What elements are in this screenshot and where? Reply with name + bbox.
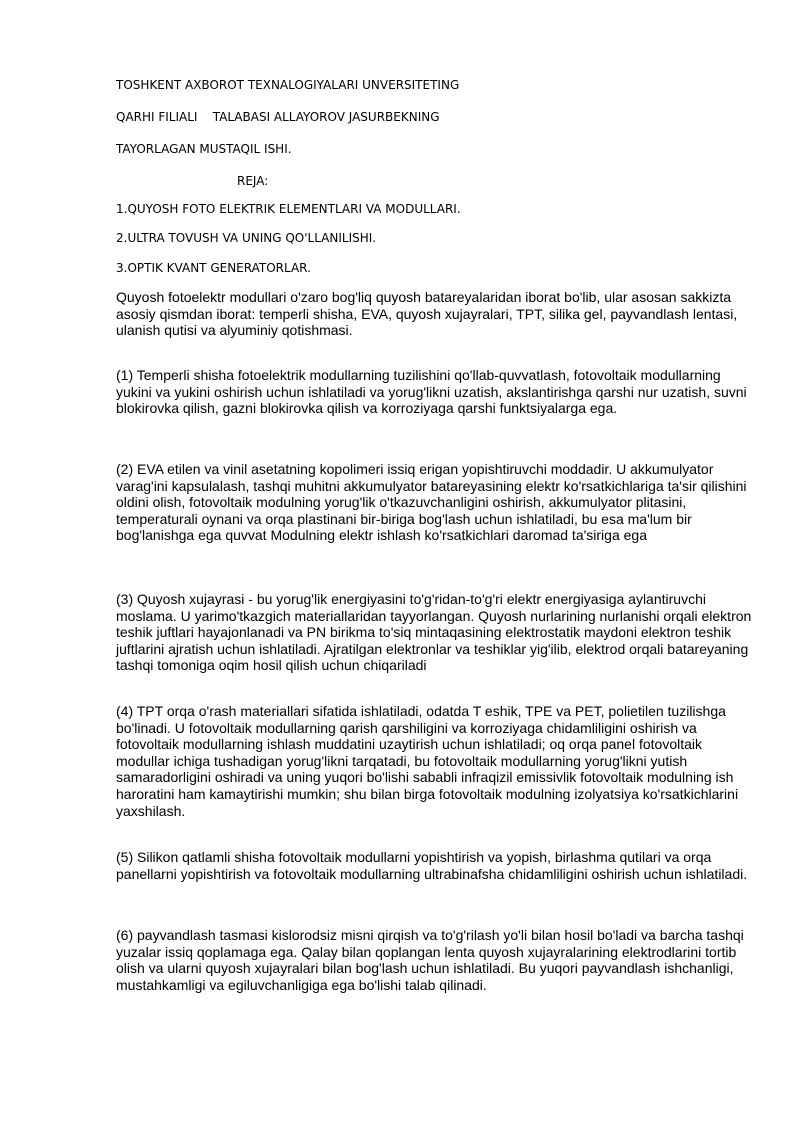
paragraph-welding-ribbon: (6) payvandlash tasmasi kislorodsiz misni qirqish va to'g'rilash yo'li bilan hosil bo'ladi va barcha tashqi yuzalar issiq qoplamaga ega. Qalay bilan qoplangan lenta quyosh xujayralarining elektrodlarini tortib olish va ularni quyosh xujayralari bilan bog'lash uchun ishlatiladi. Bu yuqori payvandlash ishchanligi, mustahkamligi va egiluvchanligiga ega bo'lishi talab qilinadi.: [116, 927, 744, 993]
plan-item-1: 1.QUYOSH FOTO ELEKTRIK ELEMENTLARI VA MODULLARI.: [116, 202, 461, 216]
paragraph-tpt: (4) TPT orqa o'rash materiallari sifatida ishlatiladi, odatda T eshik, TPE va PET, polietilen tuzilishga bo'linadi. U fotovoltaik modullarning qarish qarshiligini va korroziyaga chidamliligini oshirish va fotovoltaik modullarning ishlash muddatini uzaytirish uchun ishlatiladi; oq orqa panel fotovoltaik modullar ichiga tushadigan yorug'likni tarqatadi, bu fotovoltaik modullarning yorug'likni yutish samaradorligini oshiradi va uning yuqori bo'lishi sababli infraqizil emissivlik fotovoltaik modulning ish haroratini ham kamaytirishi mumkin; shu bilan birga fotovoltaik modulning izolyatsiya ko'rsatkichlarini yaxshilash.: [116, 703, 739, 819]
paragraph-eva: (2) EVA etilen va vinil asetatning kopolimeri issiq erigan yopishtiruvchi moddadir. U akkumulyator varag'ini kapsulalash, tashqi muhitni akkumulyator batareyasining elektr ko'rsatkichlariga ta'sir qilishini oldini olish, fotovoltaik modulning yorug'lik o'tkazuvchanligini oshirish, akkumulyator plitasini, temperaturali oynani va orqa plastinani bir-biriga bog'lash uchun ishlatiladi, bu esa ma'lum bir bog'lanishga ega quvvat Modulning elektr ishlash ko'rsatkichlari daromad ta'siriga ega: [116, 461, 747, 544]
paragraph-silicone: (5) Silikon qatlamli shisha fotovoltaik modullarni yopishtirish va yopish, birlashma qutilari va orqa panellarni yopishtirish va fotovoltaik modullarning ultrabinafsha chidamliligini oshirish uchun ishlatiladi.: [116, 849, 748, 882]
paragraph-solar-cell: (3) Quyosh xujayrasi - bu yorug'lik energiyasini to'g'ridan-to'g'ri elektr energiyasiga aylantiruvchi moslama. U yarimo'tkazgich materiallaridan tayyorlangan. Quyosh nurlarining nurlanishi orqali elektron teshik juftlari hayajonlanadi va PN birikma to'siq mintaqasining elektrostatik maydoni elektron teshik juftlarini ajratish uchun ishlatiladi. Ajratilgan elektronlar va teshiklar yig'ilib, elektrod orqali batareyaning tashqi tomoniga oqim hosil qilish uchun chiqariladi: [116, 591, 752, 674]
student-line: QARHI FILIALI TALABASI ALLAYOROV JASURBEKNING: [116, 110, 440, 124]
university-line: TOSHKENT AXBOROT TEXNALOGIYALARI UNVERSITETING: [116, 78, 460, 92]
paragraph-tempered-glass: (1) Temperli shisha fotoelektrik modullarning tuzilishini qo'llab-quvvatlash, fotovoltaik modullarning yukini va yukini oshirish uchun ishlatiladi va yorug'likni uzatish, akslantirishga qarshi nur uzatish, suvni blokirovka qilish, gazni blokirovka qilish va korroziyaga qarshi funktsiyalarga ega.: [116, 367, 747, 417]
plan-item-3: 3.OPTIK KVANT GENERATORLAR.: [116, 261, 311, 275]
work-title-line: TAYORLAGAN MUSTAQIL ISHI.: [116, 142, 292, 156]
plan-title: REJA:: [237, 174, 269, 188]
intro-paragraph: Quyosh fotoelektr modullari o'zaro bog'liq quyosh batareyalaridan iborat bo'lib, ular asosan sakkizta asosiy qismdan iborat: temperli shisha, EVA, quyosh xujayralari, TPT, silika gel, payvandlash lentasi, ulanish qutisi va alyuminiy qotishmasi.: [116, 289, 738, 339]
plan-item-2: 2.ULTRA TOVUSH VA UNING QO'LLANILISHI.: [116, 231, 377, 245]
